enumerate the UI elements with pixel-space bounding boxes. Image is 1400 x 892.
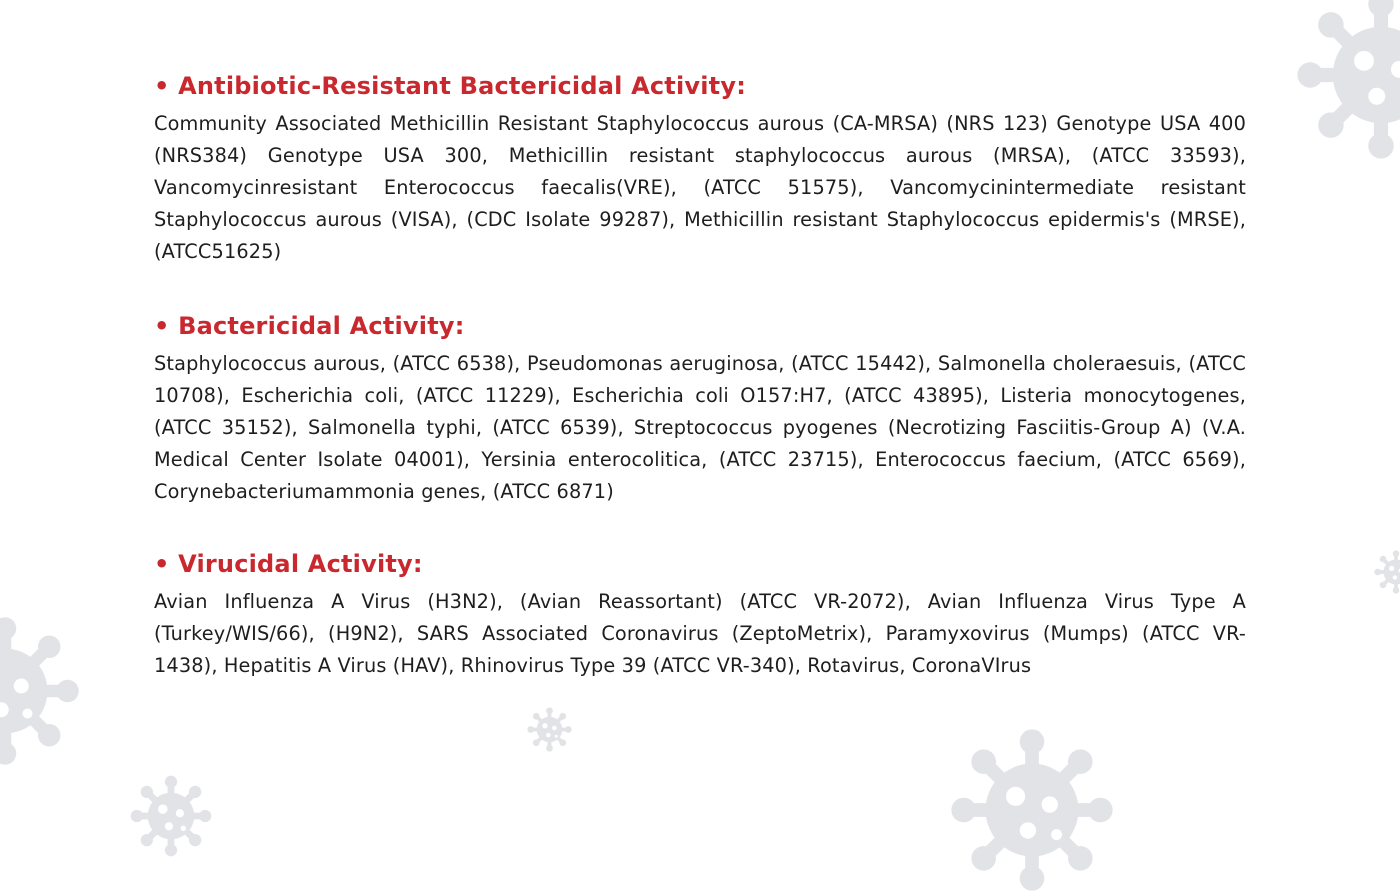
section-body: Avian Influenza A Virus (H3N2), (Avian Reassortant) (ATCC VR-2072), Avian Influenza Virus Type A (Turkey/WIS/66), (H9N2), SARS Associated Coronavirus (ZeptoMetrix), Paramyxovirus (Mumps) (ATCC VR-1438), Hepatitis A Virus (HAV), Rhinovirus Type 39 (ATCC VR-340), Rotavirus, CoronaVIrus bbox=[154, 590, 1246, 677]
virus-icon bbox=[130, 775, 212, 857]
section-heading: • Bactericidal Activity: bbox=[154, 312, 465, 340]
virus-icon bbox=[527, 707, 572, 752]
section-heading: • Antibiotic-Resistant Bactericidal Activity: bbox=[154, 72, 746, 100]
virus-icon bbox=[950, 728, 1114, 892]
virus-icon bbox=[0, 616, 80, 766]
virus-icon bbox=[1296, 0, 1400, 160]
virus-icon bbox=[1374, 550, 1400, 594]
section-body: Staphylococcus aurous, (ATCC 6538), Pseudomonas aeruginosa, (ATCC 15442), Salmonella choleraesuis, (ATCC 10708), Escherichia coli, (ATCC 11229), Escherichia coli O157:H7, (ATCC 43895), Listeria monocytogenes, (ATCC 35152), Salmonella typhi, (ATCC 6539), Streptococcus pyogenes (Necrotizing Fasciitis-Group A) (V.A. Medical Center Isolate 04001), Yersinia enterocolitica, (ATCC 23715), Enterococcus faecium, (ATCC 6569), Corynebacteriumammonia genes, (ATCC 6871) bbox=[154, 352, 1246, 503]
virucidal-section bbox=[154, 546, 1246, 682]
section-heading: • Virucidal Activity: bbox=[154, 550, 423, 578]
section-body: Community Associated Methicillin Resistant Staphylococcus aurous (CA-MRSA) (NRS 123) Genotype USA 400 (NRS384) Genotype USA 300, Methicillin resistant staphylococcus aurous (MRSA), (ATCC 33593), Vancomycinresistant Enterococcus faecalis(VRE), (ATCC 51575), Vancomycinintermediate resistant Staphylococcus aurous (VISA), (CDC Isolate 99287), Methicillin resistant Staphylococcus epidermis's (MRSE), (ATCC51625) bbox=[154, 112, 1246, 263]
activity-list bbox=[154, 68, 1246, 682]
antibiotic-resistant-section bbox=[154, 68, 1246, 268]
bactericidal-section bbox=[154, 308, 1246, 508]
